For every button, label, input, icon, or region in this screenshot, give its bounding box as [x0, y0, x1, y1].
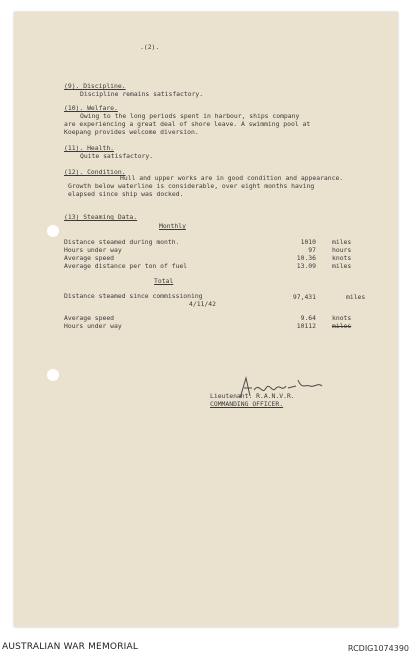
signature-rank: Lieutenant. R.A.N.V.R. — [210, 392, 295, 400]
monthly-row-unit: hours — [332, 246, 352, 254]
welfare-line: Owing to the long periods spent in harbour, ships company — [80, 112, 300, 120]
welfare-line: Koepang provides welcome diversion. — [64, 128, 199, 136]
welfare-line: are experiencing a great deal of shore leave. A swimming pool at — [64, 120, 311, 128]
signature-title: COMMANDING OFFICER. — [210, 400, 284, 408]
document-page — [14, 12, 398, 627]
discipline-heading: (9). Discipline. — [64, 82, 126, 90]
total-distance-value: 97,431 — [292, 293, 316, 301]
monthly-label: Monthly — [159, 222, 186, 230]
total-row-value: 9.64 — [300, 314, 316, 322]
condition-line: elapsed since ship was docked. — [68, 190, 184, 198]
health-text: Quite satisfactory. — [80, 152, 154, 160]
total-row-value: 10112 — [296, 322, 316, 330]
monthly-row-label: Average distance per ton of fuel — [64, 262, 188, 270]
monthly-row-unit: miles — [332, 238, 352, 246]
steaming-heading: (13) Steaming Data. — [64, 213, 138, 221]
punch-hole — [47, 369, 59, 381]
total-label: Total — [154, 277, 174, 285]
monthly-row-label: Hours under way — [64, 246, 122, 254]
monthly-row-value: 13.09 — [296, 262, 316, 270]
condition-line: Growth below waterline is considerable, over eight months having — [68, 182, 315, 190]
punch-hole — [47, 225, 59, 237]
total-row-label: Hours under way — [64, 322, 122, 330]
monthly-row-label: Distance steamed during month. — [64, 238, 180, 246]
condition-heading: (12). Condition. — [64, 168, 126, 176]
monthly-row-label: Average speed — [64, 254, 115, 262]
total-distance-date: 4/11/42 — [189, 300, 216, 308]
page-number: .(2). — [140, 43, 160, 51]
footer-archive-name: AUSTRALIAN WAR MEMORIAL — [2, 642, 139, 652]
monthly-row-unit: knots — [332, 254, 352, 262]
condition-line: Hull and upper works are in good condition and appearance. — [120, 174, 344, 182]
total-distance-unit: miles — [346, 293, 366, 301]
footer-record-id: RCDIG1074390 — [347, 644, 409, 653]
total-row-unit: knots — [332, 314, 352, 322]
total-distance-label: Distance steamed since commissioning — [64, 292, 203, 300]
total-row-label: Average speed — [64, 314, 115, 322]
monthly-row-unit: miles — [332, 262, 352, 270]
monthly-row-value: 10.36 — [296, 254, 316, 262]
monthly-row-value: 1010 — [300, 238, 316, 246]
discipline-text: Discipline remains satisfactory. — [80, 90, 204, 98]
welfare-heading: (10). Welfare. — [64, 104, 118, 112]
health-heading: (11). Health. — [64, 144, 115, 152]
total-row-unit: miles — [332, 322, 352, 330]
monthly-row-value: 97 — [308, 246, 316, 254]
